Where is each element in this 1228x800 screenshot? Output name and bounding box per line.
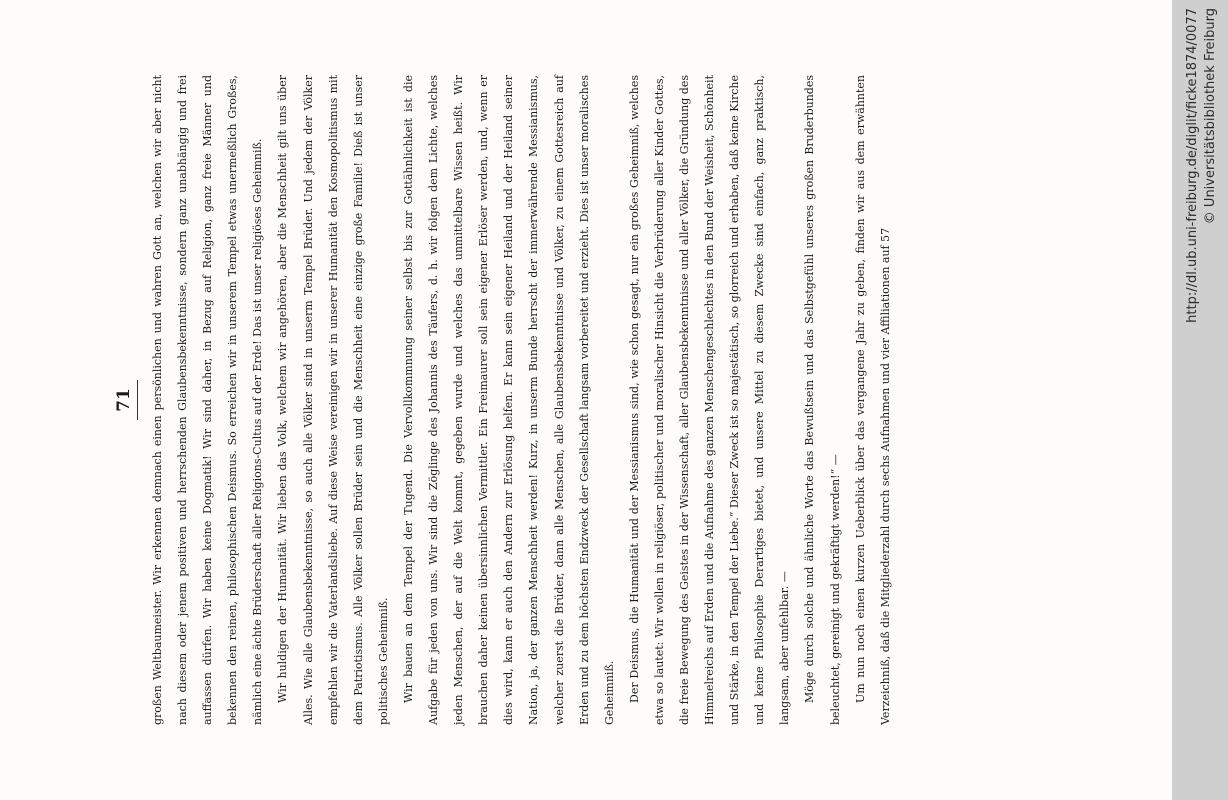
body-text	[145, 75, 898, 725]
paragraph: Der Deismus, die Humanität und der Messianismus sind, wie schon gesagt, nur ein großes Geheimniß, welches etwa so lautet: Wir wollen in religiöser, politischer und moralischer Hinsicht die Verbrüderung aller Kinder Gottes, die freie Bewegung des Geistes in der Wissenschaft, aller Glaubensbekenntnisse und aller Völker, die Gründung des Himmelreichs auf Erden und die Aufnahme des ganzen Menschengeschlechtes in den Bund der Weisheit, Schönheit und Stärke, in den Tempel der Liebe.“ Dieser Zweck ist so majestätisch, so glorreich und erhaben, daß keine Kirche und keine Philosophie Derartiges bietet, und unsere Mittel zu diesem Zwecke sind einfach, ganz praktisch, langsam, aber unfehlbar. —	[627, 75, 792, 725]
paragraph: Möge durch solche und ähnliche Worte das Bewußtsein und das Selbstgefühl unseres großen Bruderbundes beleuchtet, gereinigt und gekräftigt werden!“ —	[803, 75, 842, 725]
paragraph: Wir bauen an dem Tempel der Tugend. Die Vervollkommnung seiner selbst bis zur Gottähnlichkeit ist die Aufgabe für jeden von uns. Wir sind die Zöglinge des Johannis des Täufers, d. h. wir folgen dem Lichte, welches jeden Menschen, der auf die Welt kommt, gegeben wurde und welches das unmittelbare Wissen heißt. Wir brauchen daher keinen übersinnlichen Vermittler. Ein Freimaurer soll sein eigener Erlöser werden, und, wenn er dies wird, kann er auch den Andern zur Erlösung helfen. Er kann sein eigener Heiland und der Heiland seiner Nation, ja, der ganzen Menschheit werden! Kurz, in unserm Bunde herrscht der immerwährende Messianismus, welcher zuerst die Brüder, dann alle Menschen, alle Glaubensbekenntnisse und Völker, zu einem Gottesreich auf Erden und zu dem höchsten Endzweck der Gesellschaft langsam vorbereitet und erzieht. Dies ist unser moralisches Geheimniß.	[401, 75, 616, 725]
source-url-label[interactable]: http://dl.ub.uni-freiburg.de/diglit/ficke1874/0077	[1185, 8, 1200, 323]
viewer-sidebar	[1172, 0, 1228, 800]
page-number: 71	[114, 388, 134, 412]
rotated-page-content	[115, 75, 1020, 725]
sidebar-text-group	[1182, 8, 1222, 788]
page-number-rule	[137, 380, 138, 420]
paragraph: großen Weltbaumeister. Wir erkennen demnach einen persönlichen und wahren Gott an, welchen wir aber nicht nach diesem oder jenem positiven und herrschenden Glaubensbekenntnisse, sondern ganz unabhängig und frei auffassen dürfen. Wir haben keine Dogmatik! Wir sind daher, in Bezug auf Religion, ganz freie Männer und bekennen den reinen, philosophischen Deismus. So erreichen wir in unserem Tempel etwas unermeßlich Großes, nämlich eine ächte Brüderschaft aller Religions-Cultus auf der Erde! Das ist unser religiöses Geheimniß.	[151, 75, 265, 725]
paragraph: Wir huldigen der Humanität. Wir lieben das Volk, welchem wir angehören, aber die Menschheit gilt uns über Alles. Wie alle Glaubensbekenntnisse, so auch alle Völker sind in unserm Tempel Brüder. Und jedem der Völker empfehlen wir die Vaterlandsliebe. Auf diese Weise vereinigen wir in unserer Humanität den Kosmopolitismus mit dem Patriotismus. Alle Völker sollen Brüder sein und die Menschheit eine einzige große Familie! Dieß ist unser politisches Geheimniß.	[276, 75, 390, 725]
copyright-label: © Universitätsbibliothek Freiburg	[1203, 8, 1218, 225]
paragraph: Um nun noch einen kurzen Ueberblick über das vergangene Jahr zu geben, finden wir aus dem erwähnten Verzeichniß, daß die Mitgliederzahl durch sechs Aufnahmen und vier Affiliationen auf 57	[853, 75, 892, 725]
